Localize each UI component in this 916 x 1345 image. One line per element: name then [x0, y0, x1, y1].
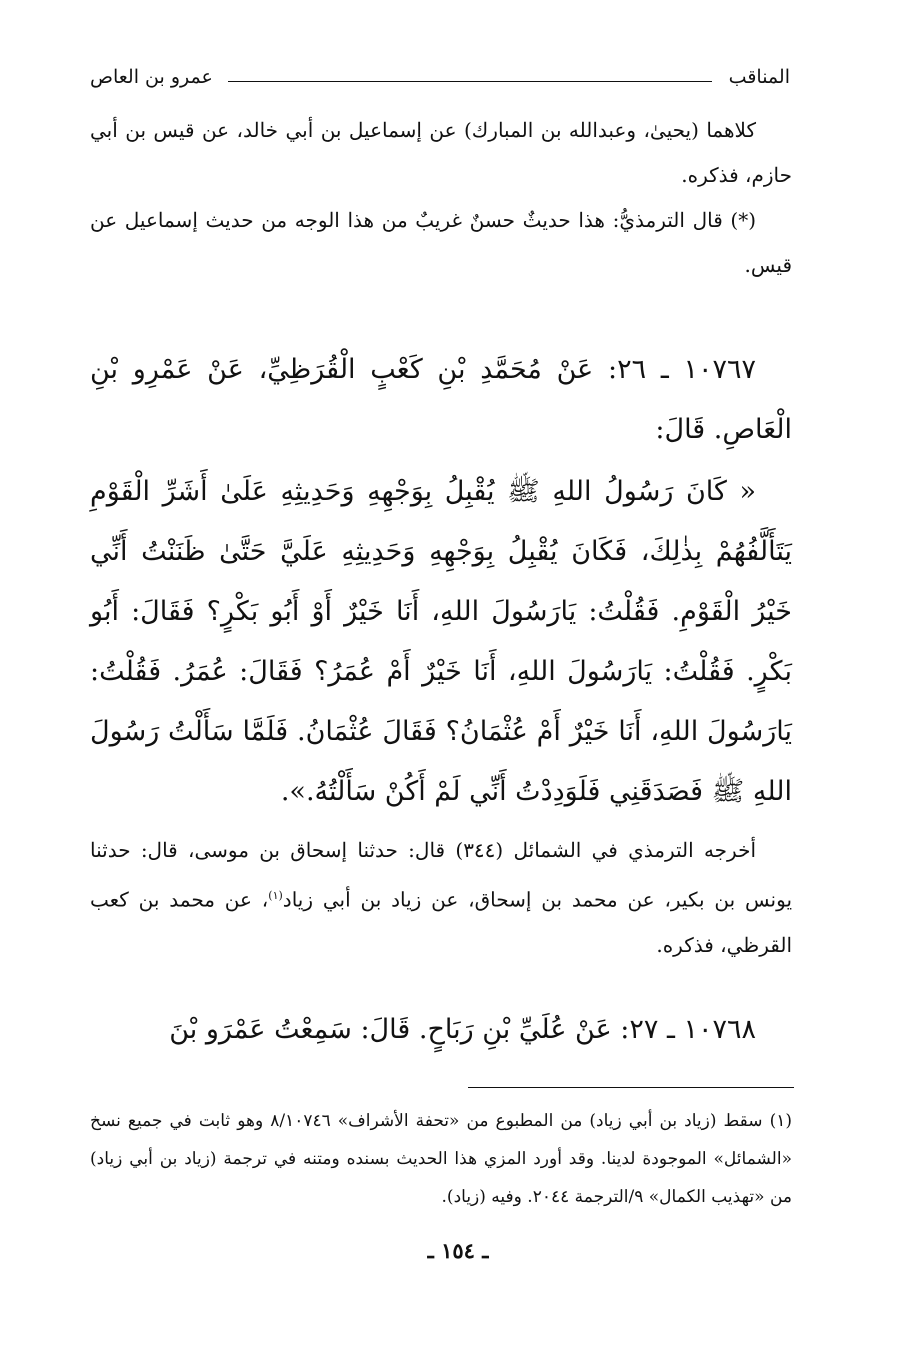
takhrij-text-part1: أخرجه الترمذي في الشمائل (٣٤٤) قال: حدثنا إسحاق بن موسى، قال: حدثنا يونس بن بكير، عن محمد بن إسحاق، عن زياد بن أبي زياد — [90, 838, 793, 912]
footnote-1: (١) سقط (زياد بن أبي زياد) من المطبوع من «تحفة الأشراف» ٨/١٠٧٤٦ وهو ثابت في جميع نسخ «الشمائل» الموجودة لدينا. وقد أورد المزي هذا الحديث بسنده ومتنه في ترجمة (زياد بن أبي زياد) من «تهذيب الكمال» ٩/الترجمة ٢٠٤٤. وفيه (زياد). — [90, 1111, 792, 1207]
takhrij-paragraph — [90, 828, 792, 968]
header-rule — [228, 81, 712, 82]
footnote-reference[interactable]: (١) — [268, 889, 283, 902]
footnote-separator — [468, 1087, 794, 1088]
takhrij-text-part2: ، عن محمد بن كعب القرظي، فذكره. — [90, 887, 792, 957]
header-section-title: المناقب — [728, 66, 790, 88]
running-header — [90, 66, 790, 96]
page-number: ـ ١٥٤ ـ — [427, 1238, 489, 1263]
paragraph-chain-of-narration: كلاهما (يحيىٰ، وعبدالله بن المبارك) عن إسماعيل بن أبي خالد، عن قيس بن أبي حازم، فذكره. — [90, 118, 792, 187]
hadith-10767-intro: ١٠٧٦٧ ـ ٢٦: عَنْ مُحَمَّدِ بْنِ كَعْبٍ الْقُرَظِيِّ، عَنْ عَمْرِو بْنِ الْعَاصِ. قَالَ: — [90, 354, 792, 445]
hadith-10768-intro: ١٠٧٦٨ ـ ٢٧: عَنْ عُلَيِّ بْنِ رَبَاحٍ. قَالَ: سَمِعْتُ عَمْرَو بْنَ — [169, 1014, 756, 1045]
hadith-10767-text: « كَانَ رَسُولُ اللهِ ﷺ يُقْبِلُ بِوَجْهِهِ وَحَدِيثِهِ عَلَىٰ أَشَرِّ الْقَوْمِ يَتَأَلَّفُهُمْ بِذٰلِكَ، فَكَانَ يُقْبِلُ بِوَجْهِهِ وَحَدِيثِهِ عَلَيَّ حَتَّىٰ ظَنَنْتُ أَنِّي خَيْرُ الْقَوْمِ. فَقُلْتُ: يَارَسُولَ اللهِ، أَنَا خَيْرٌ أَوْ أَبُو بَكْرٍ؟ فَقَالَ: أَبُو بَكْرٍ. فَقُلْتُ: يَارَسُولَ اللهِ، أَنَا خَيْرٌ أَمْ عُمَرُ؟ فَقَالَ: عُمَرُ. فَقُلْتُ: يَارَسُولَ اللهِ، أَنَا خَيْرٌ أَمْ عُثْمَانُ؟ فَقَالَ عُثْمَانُ. فَلَمَّا سَأَلْتُ رَسُولَ اللهِ ﷺ فَصَدَقَنِي فَلَوَدِدْتُ أَنِّي لَمْ أَكُنْ سَأَلْتُهُ.». — [90, 476, 792, 807]
header-chapter-title: عمرو بن العاص — [90, 66, 213, 88]
paragraph-tirmidhi-grading: (*) قال الترمذيُّ: هذا حديثٌ حسنٌ غريبٌ من هذا الوجه من حديث إسماعيل عن قيس. — [90, 208, 792, 277]
